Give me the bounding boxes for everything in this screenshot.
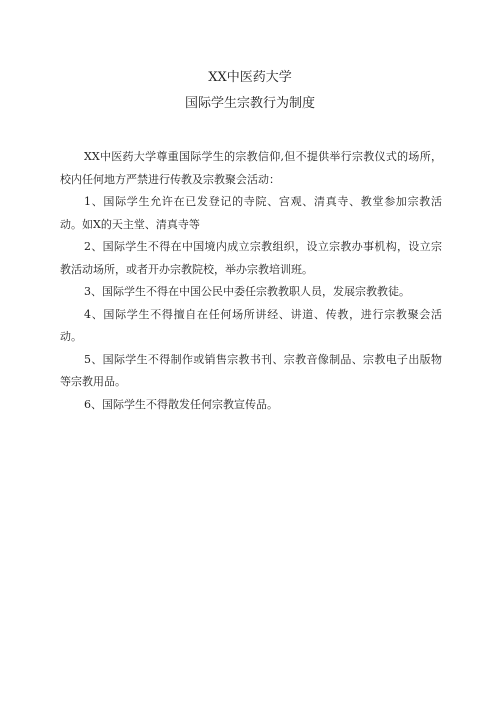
rule-paragraph-1: 1、国际学生允许在已发登记的寺院、宫观、清真寺、教堂参加宗教活动。如X的天主堂、清真寺等 [60,195,442,231]
rule-paragraph-3: 3、国际学生不得在中国公民中委任宗教教职人员，发展宗教教徒。 [84,285,410,298]
document-subtitle: 国际学生宗教行为制度 [184,96,315,111]
rule-paragraph-6: 6、国际学生不得散发任何宗教宣传品。 [84,397,278,411]
rule-paragraph-2: 2、国际学生不得在中国境内成立宗教组织，设立宗教办事机构，设立宗教活动场所，或者开办宗教院校，举办宗教培训班。 [60,240,442,276]
rule-paragraph-4: 4、国际学生不得擅自在任何场所讲经、讲道、传教，进行宗教聚会活动。 [60,307,442,343]
document-title: XX中医药大学 [208,70,292,85]
rule-paragraph-5: 5、国际学生不得制作或销售宗教书刊、宗教音像制品、宗教电子出版物等宗教用品。 [60,352,442,388]
document-body [60,146,442,416]
intro-paragraph: XX中医药大学尊重国际学生的宗教信仰,但不提供举行宗教仪式的场所，校内任何地方严禁进行传教及宗教聚会活动： [60,150,442,186]
